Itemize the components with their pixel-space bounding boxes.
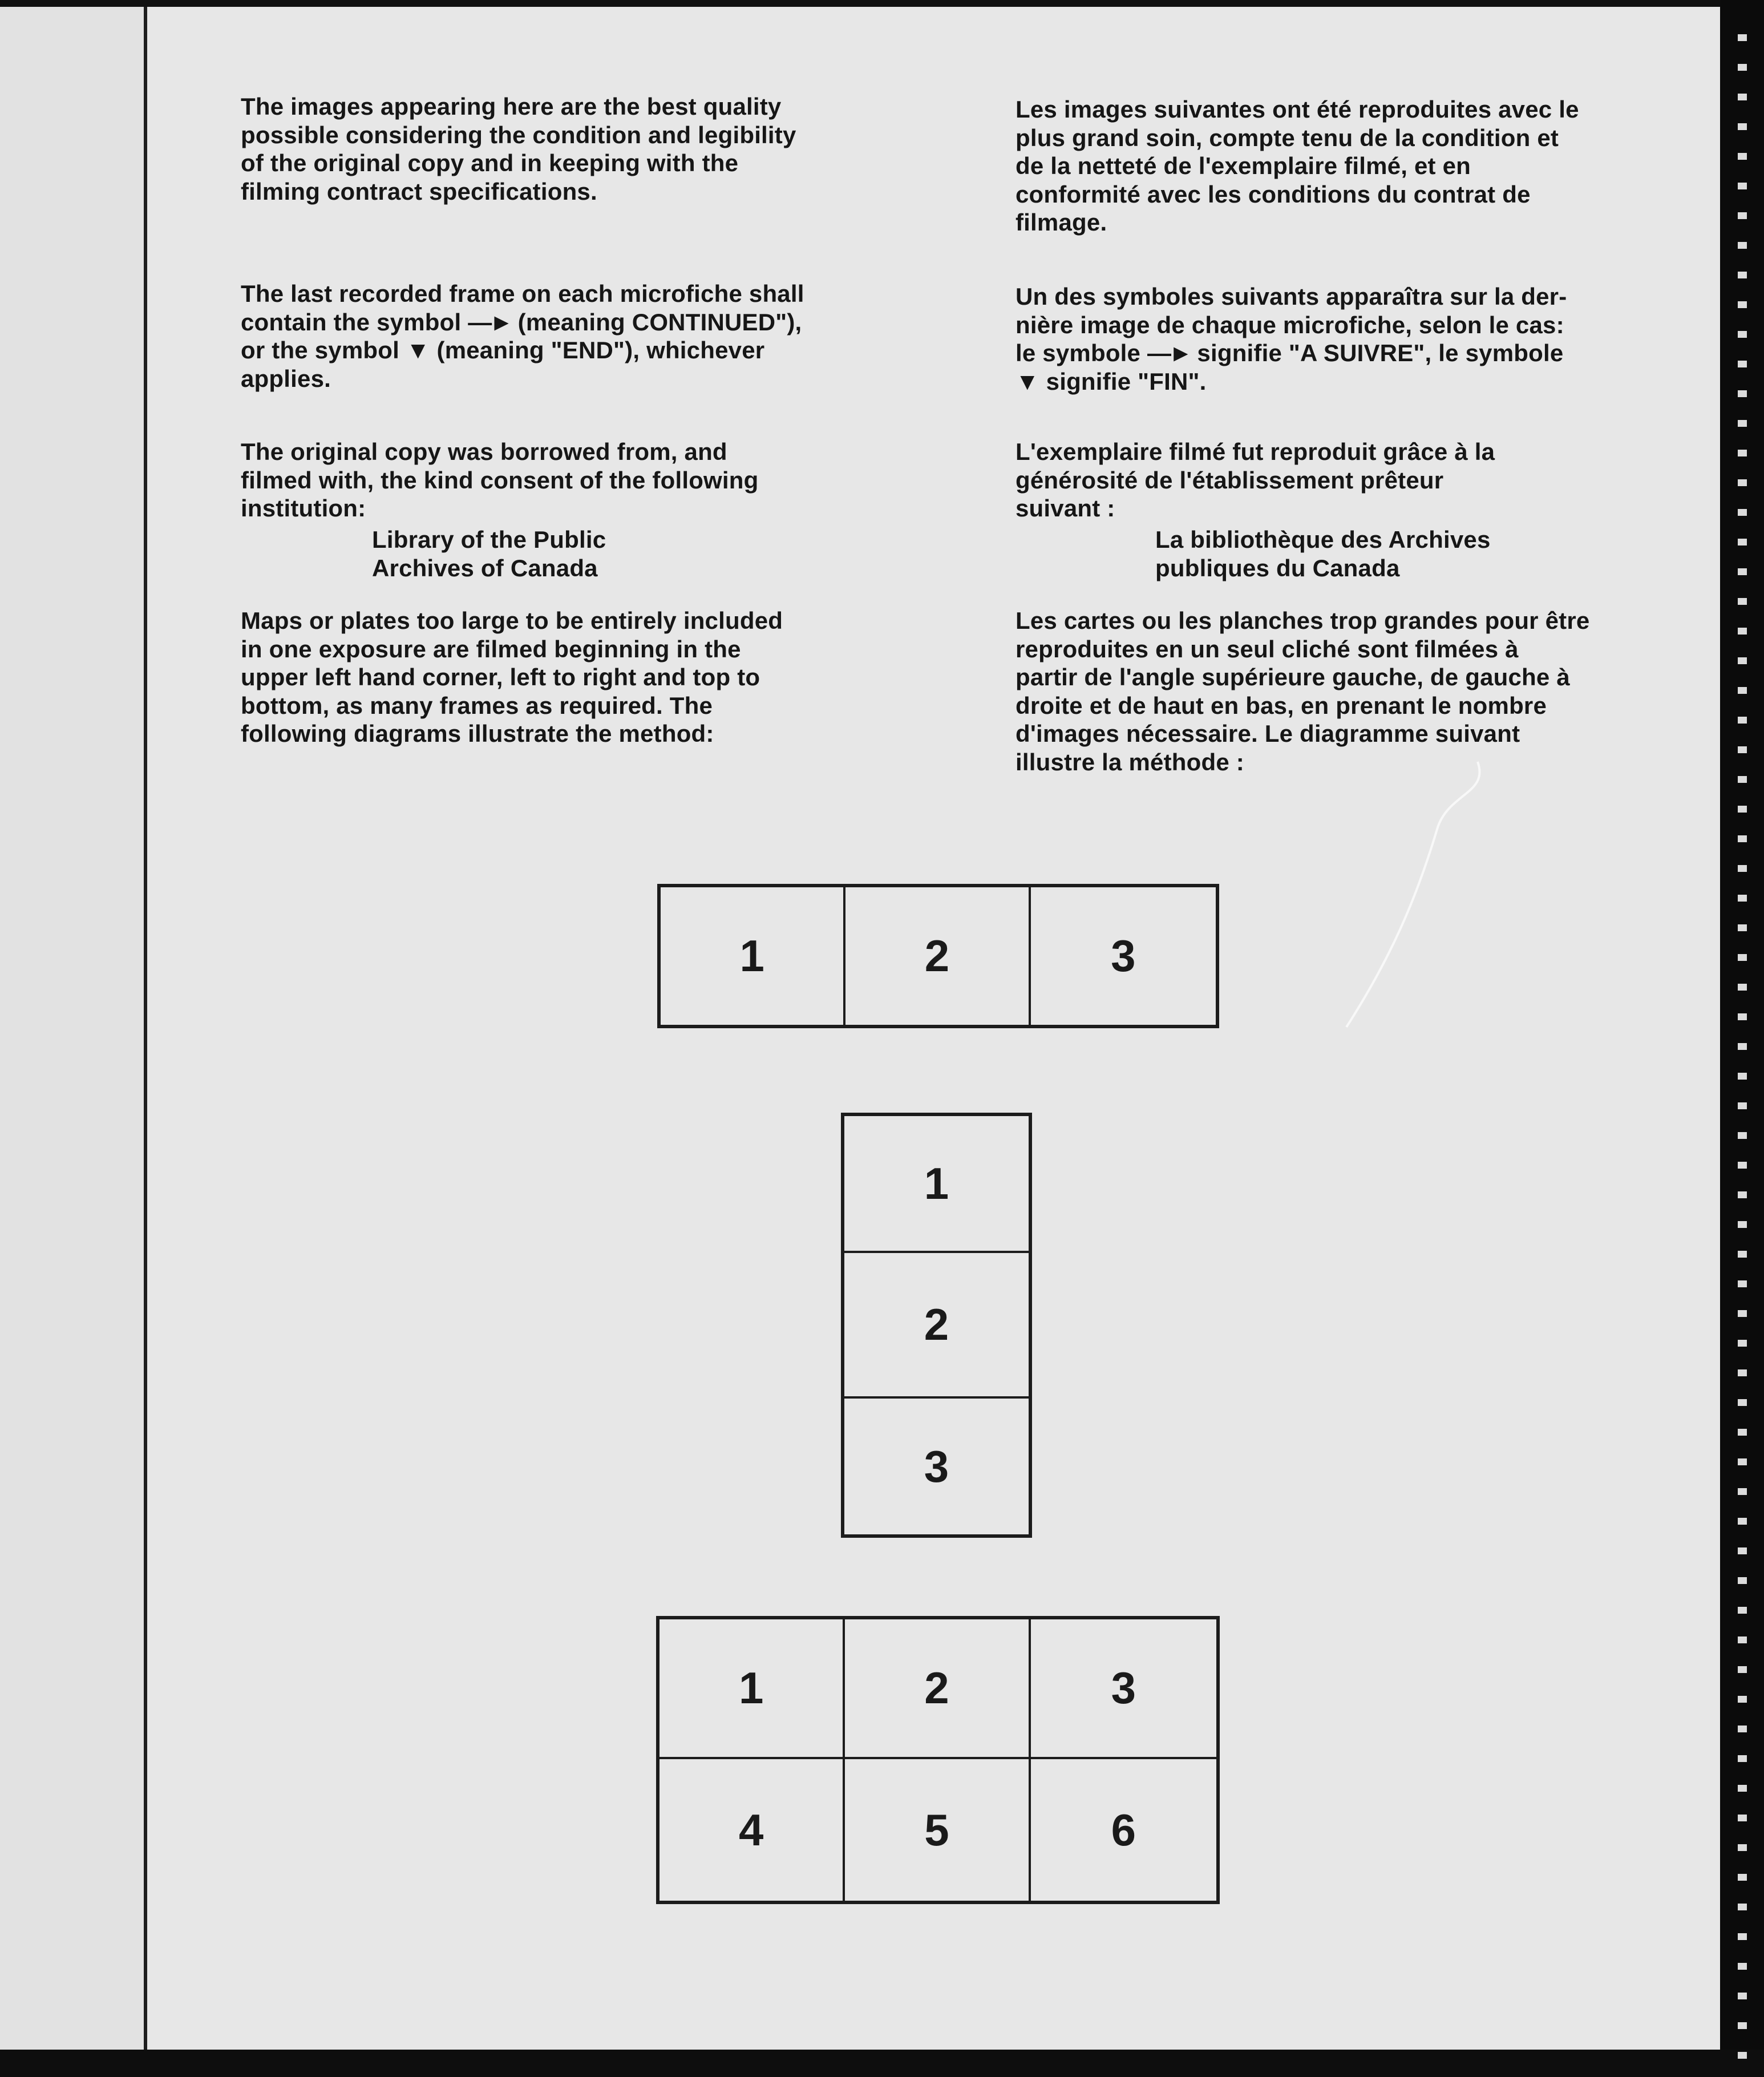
film-sprocket-hole — [1738, 1251, 1747, 1258]
film-sprocket-hole — [1738, 687, 1747, 694]
frame-cell: 1 — [661, 887, 845, 1025]
film-sprocket-hole — [1738, 1815, 1747, 1821]
film-top-edge — [0, 0, 1764, 7]
film-bottom-edge — [0, 2050, 1764, 2077]
film-sprocket-hole — [1738, 242, 1747, 249]
film-sprocket-hole — [1738, 1963, 1747, 1970]
film-sprocket-hole — [1738, 568, 1747, 575]
lender-name-en: Library of the Public Archives of Canada — [372, 526, 606, 581]
film-sprocket-hole — [1738, 1904, 1747, 1910]
film-sprocket-hole — [1738, 1458, 1747, 1465]
film-sprocket-hole — [1738, 1310, 1747, 1317]
film-sprocket-hole — [1738, 1488, 1747, 1495]
film-sprocket-hole — [1738, 64, 1747, 71]
frame-divider-line — [144, 7, 147, 2050]
film-sprocket-hole — [1738, 895, 1747, 902]
film-sprocket-hole — [1738, 924, 1747, 931]
frame-cell: 2 — [844, 1253, 1029, 1399]
film-sprocket-hole — [1738, 1755, 1747, 1762]
film-sprocket-hole — [1738, 361, 1747, 367]
film-sprocket-hole — [1738, 1577, 1747, 1584]
film-sprocket-hole — [1738, 1785, 1747, 1792]
film-sprocket-hole — [1738, 1933, 1747, 1940]
frame-cell: 3 — [1111, 931, 1136, 981]
film-sprocket-hole — [1738, 1280, 1747, 1287]
frame-cell: 1 — [844, 1116, 1029, 1253]
symbols-text-2: (meaning CONTINUED"), or the symbol — [241, 308, 802, 363]
film-sprocket-hole — [1738, 1666, 1747, 1673]
film-sprocket-hole — [1738, 2052, 1747, 2059]
film-sprocket-hole — [1738, 1013, 1747, 1020]
film-sprocket-hole — [1738, 94, 1747, 100]
film-sprocket-hole — [1738, 509, 1747, 516]
maps-notice-fr: Les cartes ou les planches trop grandes pour être reproduites en un seul cliché sont filmées à partir de l'angle supérieure gauche, de gauche à droite et de haut en bas, en prenant le nombre d'images nécessaire. Le diagramme suivant illustre la méthode : — [1015, 607, 1590, 775]
film-sprocket-hole — [1738, 450, 1747, 456]
symbols-text-3: (meaning "END"), whichever applies. — [241, 337, 765, 392]
film-sprocket-hole — [1738, 1162, 1747, 1169]
film-sprocket-hole — [1738, 331, 1747, 338]
film-sprocket-hole — [1738, 954, 1747, 961]
film-sprocket-hole — [1738, 34, 1747, 41]
film-sprocket-hole — [1738, 183, 1747, 189]
symbols-notice-en — [241, 280, 804, 393]
film-sprocket-hole — [1738, 1547, 1747, 1554]
film-sprocket-hole — [1738, 1993, 1747, 1999]
frame-cell: 3 — [1031, 1619, 1216, 1759]
frame-cell: 3 — [924, 1441, 949, 1492]
film-sprocket-hole — [1738, 1696, 1747, 1703]
film-sprocket-hole — [1738, 1844, 1747, 1851]
film-sprocket-hole — [1738, 1340, 1747, 1347]
film-sprocket-hole — [1738, 420, 1747, 427]
film-sprocket-hole — [1738, 1607, 1747, 1614]
film-sprocket-hole — [1738, 153, 1747, 160]
previous-frame-edge — [0, 7, 144, 2050]
film-sprocket-hole — [1738, 1043, 1747, 1050]
diagram-row-of-three — [657, 884, 1219, 1028]
film-sprocket-hole — [1738, 1874, 1747, 1881]
film-sprocket-hole — [1738, 272, 1747, 278]
lender-name-fr: La bibliothèque des Archives publiques du Canada — [1155, 526, 1491, 581]
film-sprocket-hole — [1738, 717, 1747, 724]
continued-arrow-icon: —► — [468, 308, 511, 336]
quality-notice-en: The images appearing here are the best quality possible considering the condition and legibility of the original copy and in keeping with the filming contract specifications. — [241, 93, 796, 205]
film-sprocket-hole — [1738, 301, 1747, 308]
film-sprocket-hole — [1738, 1518, 1747, 1525]
symbols-text-3: signifie "FIN". — [1039, 367, 1207, 395]
maps-notice-en: Maps or plates too large to be entirely included in one exposure are filmed beginning in the upper left hand corner, left to right and top to bottom, as many frames as required. The following diagrams illustrate the method: — [241, 607, 783, 747]
film-sprocket-hole — [1738, 1191, 1747, 1198]
lender-notice-fr: L'exemplaire filmé fut reproduit grâce à la générosité de l'établissement prêteur suivant : — [1015, 438, 1495, 522]
film-sprocket-hole — [1738, 1636, 1747, 1643]
film-sprocket-hole — [1738, 865, 1747, 872]
symbols-notice-fr — [1015, 282, 1567, 395]
symbols-text-1: The last recorded frame on each microfiche shall contain the symbol — [241, 280, 804, 336]
film-sprocket-hole — [1738, 1369, 1747, 1376]
film-scratch-mark — [1335, 759, 1495, 1033]
symbols-text-1: Un des symboles suivants apparaîtra sur la der- nière image de chaque microfiche, selon le cas: le symbole — [1015, 283, 1567, 366]
continued-arrow-icon: —► — [1147, 340, 1191, 366]
frame-cell: 5 — [845, 1759, 1030, 1901]
film-sprocket-hole — [1738, 657, 1747, 664]
film-sprocket-hole — [1738, 776, 1747, 783]
film-sprocket-hole — [1738, 1221, 1747, 1228]
film-sprocket-hole — [1738, 390, 1747, 397]
frame-cell: 4 — [660, 1759, 845, 1901]
end-triangle-icon: ▼ — [406, 337, 430, 363]
film-sprocket-hole — [1738, 2022, 1747, 2029]
film-sprocket-hole — [1738, 746, 1747, 753]
film-sprocket-hole — [1738, 1429, 1747, 1436]
film-sprocket-hole — [1738, 1102, 1747, 1109]
frame-cell: 2 — [845, 1619, 1030, 1759]
symbols-text-2: signifie "A SUIVRE", le symbole — [1197, 340, 1564, 366]
film-sprocket-hole — [1738, 1132, 1747, 1139]
film-sprocket-hole — [1738, 1399, 1747, 1406]
film-sprocket-hole — [1738, 984, 1747, 991]
diagram-grid-two-by-three — [656, 1616, 1220, 1904]
film-sprocket-hole — [1738, 539, 1747, 545]
film-sprocket-hole — [1738, 1073, 1747, 1080]
end-triangle-icon: ▼ — [1015, 367, 1039, 395]
film-sprocket-hole — [1738, 479, 1747, 486]
quality-notice-fr: Les images suivantes ont été reproduites avec le plus grand soin, compte tenu de la condition et de la netteté de l'exemplaire filmé, et en conformité avec les conditions du contrat de filmage. — [1015, 96, 1579, 236]
diagram-column-of-three — [841, 1113, 1032, 1538]
film-sprocket-hole — [1738, 1726, 1747, 1732]
frame-cell: 6 — [1111, 1804, 1136, 1855]
film-sprocket-hole — [1738, 806, 1747, 813]
film-sprocket-hole — [1738, 212, 1747, 219]
lender-notice-en: The original copy was borrowed from, and filmed with, the kind consent of the following institution: — [241, 438, 759, 522]
film-sprocket-hole — [1738, 628, 1747, 635]
film-sprocket-hole — [1738, 123, 1747, 130]
film-sprocket-hole — [1738, 835, 1747, 842]
film-sprocket-hole — [1738, 598, 1747, 605]
frame-cell: 2 — [845, 887, 1030, 1025]
film-right-edge — [1720, 0, 1764, 2077]
frame-cell: 1 — [660, 1619, 845, 1759]
